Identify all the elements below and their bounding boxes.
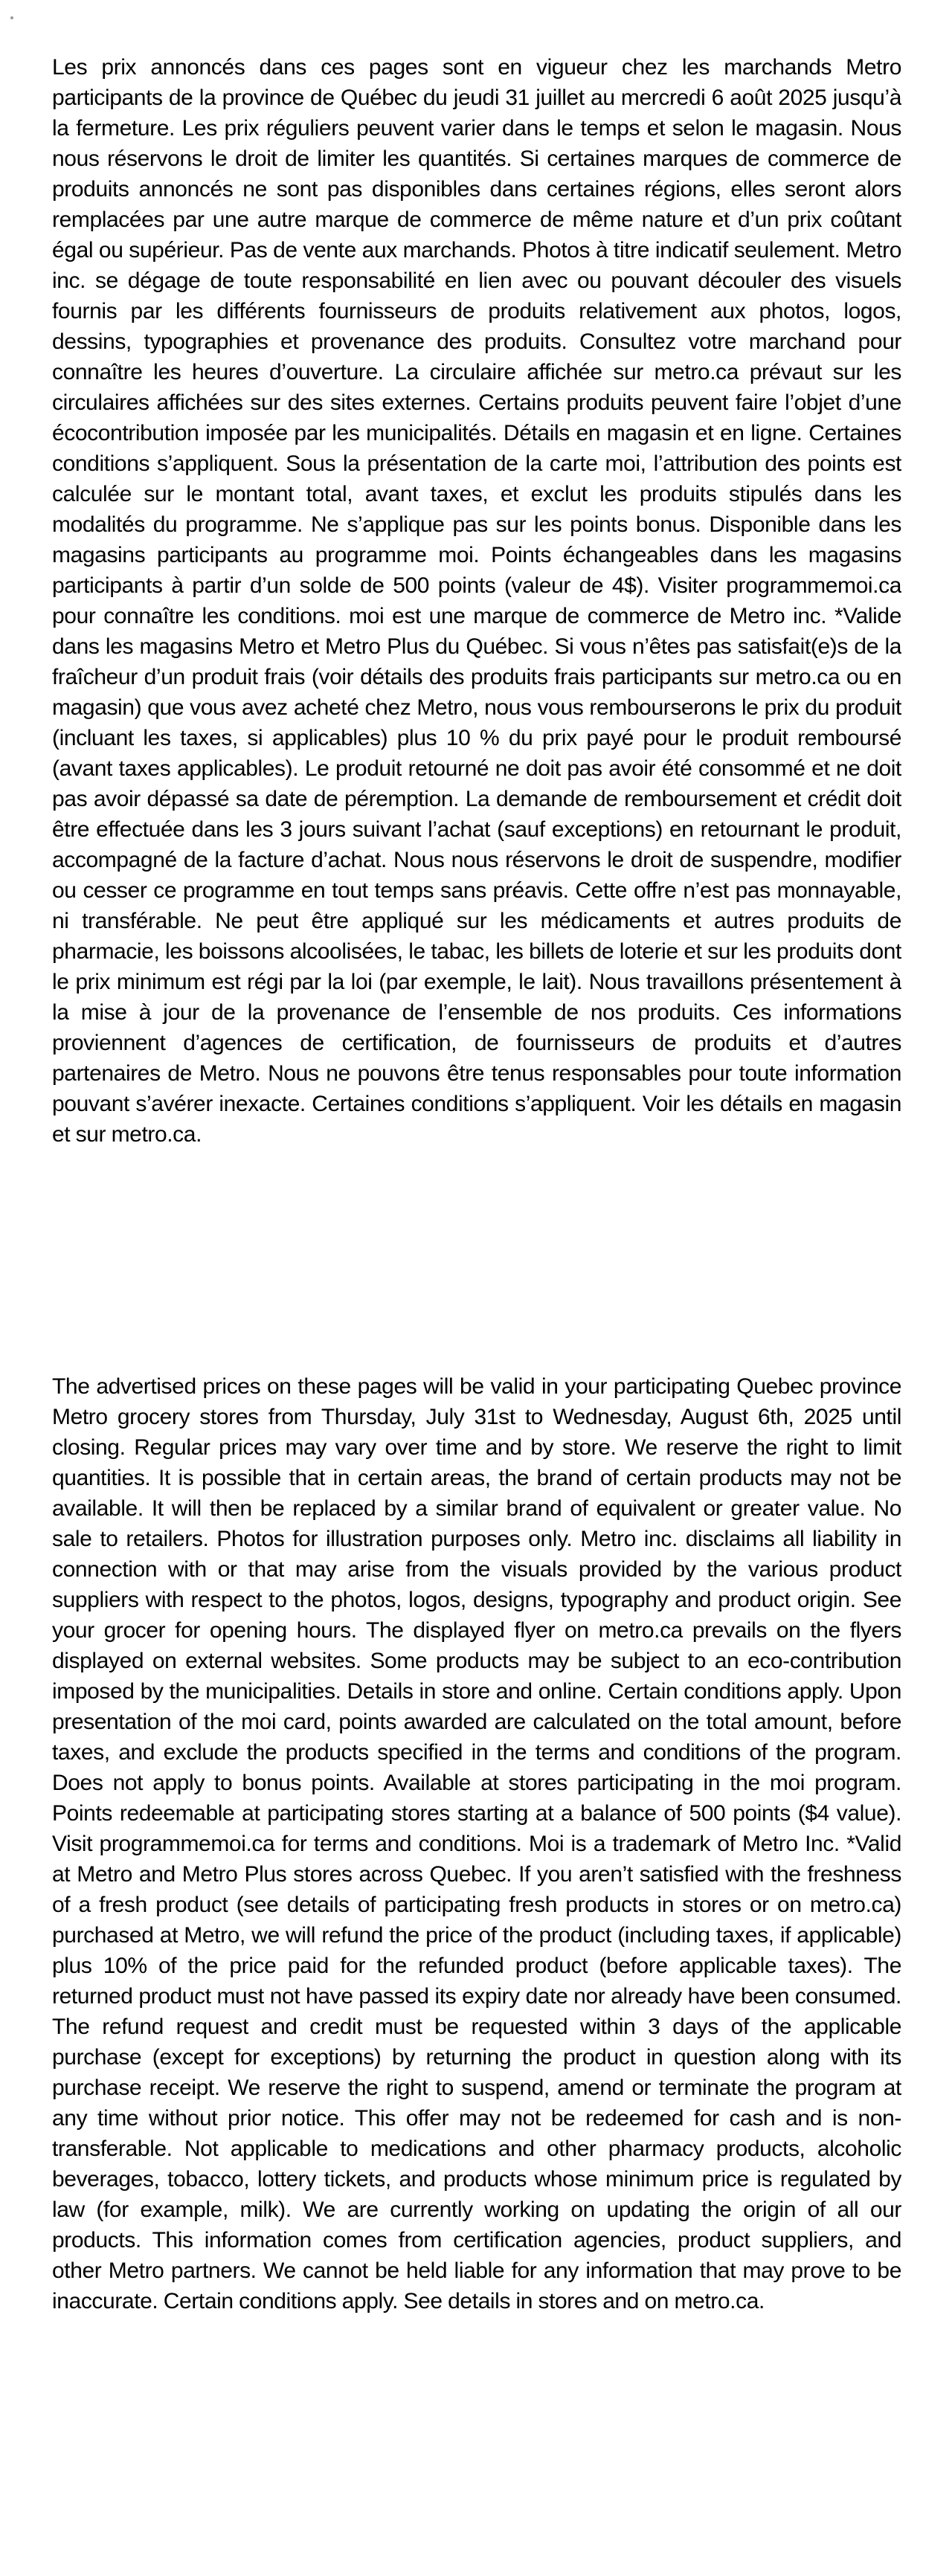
disclaimer-french: Les prix annoncés dans ces pages sont en vigueur chez les marchands Metro participants de la province de Québec du jeudi 31 juillet au mercredi 6 août 2025 jusqu’à la fermeture. Les prix réguliers peuvent varier dans le temps et selon le magasin. Nous nous réservons le droit de limiter les quantités. Si certaines marques de commerce de produits annoncés ne sont pas disponibles dans certaines régions, elles seront alors remplacées par une autre marque de commerce de même nature et d’un prix coûtant égal ou supérieur. Pas de vente aux marchands. Photos à titre indicatif seulement. Metro inc. se dégage de toute responsabilité en lien avec ou pouvant découler des visuels fournis par les différents fournisseurs de produits relativement aux photos, logos, dessins, typographies et provenance des produits. Consultez votre marchand pour connaître les heures d’ouverture. La circulaire affichée sur metro.ca prévaut sur les circulaires affichées sur des sites externes. Certains produits peuvent faire l’objet d’une écocontribution imposée par les municipalités. Détails en magasin et en ligne. Certaines conditions s’appliquent. Sous la présentation de la carte moi, l’attribution des points est calculée sur le montant total, avant taxes, et exclut les produits stipulés dans les modalités du programme. Ne s’applique pas sur les points bonus. Disponible dans les magasins participants au programme moi. Points échangeables dans les magasins participants à partir d’un solde de 500 points (valeur de 4$). Visiter programmemoi.ca pour connaître les conditions. moi est une marque de commerce de Metro inc. *Valide dans les magasins Metro et Metro Plus du Québec. Si vous n’êtes pas satisfait(e)s de la fraîcheur d’un produit frais (voir détails des produits frais participants sur metro.ca ou en magasin) que vous avez acheté chez Metro, nous vous rembourserons le prix du produit (incluant les taxes, si applicables) plus 10 % du prix payé pour le produit remboursé (avant taxes applicables). Le produit retourné ne doit pas avoir été consommé et ne doit pas avoir dépassé sa date de péremption. La demande de remboursement et crédit doit être effectuée dans les 3 jours suivant l’achat (sauf exceptions) en retournant le produit, accompagné de la facture d’achat. Nous nous réservons le droit de suspendre, modifier ou cesser ce programme en tout temps sans préavis. Cette offre n’est pas monnayable, ni transférable. Ne peut être appliqué sur les médicaments et autres produits de pharmacie, les boissons alcoolisées, le tabac, les billets de loterie et sur les produits dont le prix minimum est régi par la loi (par exemple, le lait). Nous travaillons présentement à la mise à jour de la provenance de l’ensemble de nos produits. Ces informations proviennent d’agences de certification, de fournisseurs de produits et d’autres partenaires de Metro. Nous ne pouvons être tenus responsables pour toute information pouvant s’avérer inexacte. Certaines conditions s’appliquent. Voir les détails en magasin et sur metro.ca. (52, 55, 901, 1147)
disclaimer-english: The advertised prices on these pages will be valid in your participating Quebec province Metro grocery stores from Thursday, July 31st to Wednesday, August 6th, 2025 until closing. Regular prices may vary over time and by store. We reserve the right to limit quantities. It is possible that in certain areas, the brand of certain products may not be available. It will then be replaced by a similar brand of equivalent or greater value. No sale to retailers. Photos for illustration purposes only. Metro inc. disclaims all liability in connection with or that may arise from the visuals provided by the various product suppliers with respect to the photos, logos, designs, typography and product origin. See your grocer for opening hours. The displayed flyer on metro.ca prevails on the flyers displayed on external websites. Some products may be subject to an eco-contribution imposed by the municipalities. Details in store and online. Certain conditions apply. Upon presentation of the moi card, points awarded are calculated on the total amount, before taxes, and exclude the products specified in the terms and conditions of the program. Does not apply to bonus points. Available at stores participating in the moi program. Points redeemable at participating stores starting at a balance of 500 points ($4 value). Visit programmemoi.ca for terms and conditions. Moi is a trademark of Metro Inc. *Valid at Metro and Metro Plus stores across Quebec. If you aren’t satisfied with the freshness of a fresh product (see details of participating fresh products in stores or on metro.ca) purchased at Metro, we will refund the price of the product (including taxes, if applicable) plus 10% of the price paid for the refunded product (before applicable taxes). The returned product must not have passed its expiry date nor already have been consumed. The refund request and credit must be requested within 3 days of the applicable purchase (except for exceptions) by returning the product in question along with its purchase receipt. We reserve the right to suspend, amend or terminate the program at any time without prior notice. This offer may not be redeemed for cash and is non-transferable. Not applicable to medications and other pharmacy products, alcoholic beverages, tobacco, lottery tickets, and products whose minimum price is regulated by law (for example, milk). We are currently working on updating the origin of all our products. This information comes from certification agencies, product suppliers, and other Metro partners. We cannot be held liable for any information that may prove to be inaccurate. Certain conditions apply. See details in stores and on metro.ca. (52, 1374, 901, 2313)
corner-dot (10, 16, 13, 19)
